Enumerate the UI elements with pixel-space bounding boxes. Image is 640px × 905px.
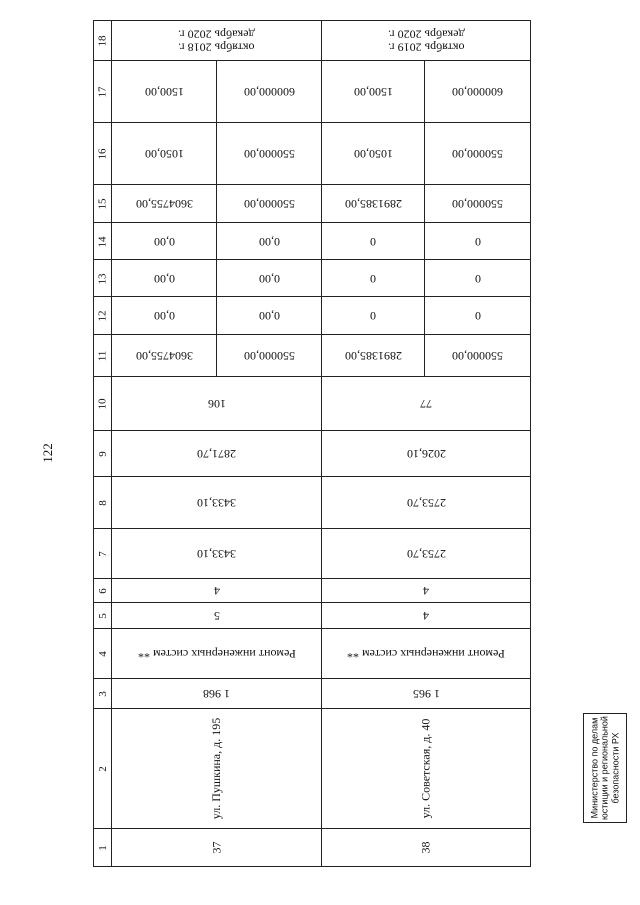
work-type-cell: Ремонт инженерных систем ** <box>322 629 531 679</box>
table-row: 16 1050,00 550000,00 1050,00 550000,00 <box>94 123 531 185</box>
address-cell: ул. Пушкина, д. 195 <box>112 709 322 829</box>
year-cell: 1 968 <box>112 679 322 709</box>
table-row: 13 0,00 0,00 0 0 <box>94 260 531 297</box>
table-row: 11 3604755,00 550000,00 2891385,00 550000,00 <box>94 335 531 377</box>
table-row: 2 ул. Пушкина, д. 195 ул. Советская, д. 40 <box>94 709 531 829</box>
table-row: 12 0,00 0,00 0 0 <box>94 297 531 335</box>
table-row: 14 0,00 0,00 0 0 <box>94 223 531 260</box>
table-row: 6 4 4 <box>94 579 531 603</box>
period-cell: октябрь 2019 г. декабрь 2020 г. <box>322 21 531 61</box>
table-row: 9 2871,70 2026,10 <box>94 431 531 477</box>
table-row: 18 октябрь 2018 г. декабрь 2020 г. октябрь 2019 г. декабрь 2020 г. <box>94 21 531 61</box>
table-row: 17 1500,00 600000,00 1500,00 600000,00 <box>94 61 531 123</box>
table-row: 4 Ремонт инженерных систем ** Ремонт инженерных систем ** <box>94 629 531 679</box>
period-cell: октябрь 2018 г. декабрь 2020 г. <box>112 21 322 61</box>
year-cell: 1 965 <box>322 679 531 709</box>
row-number-cell: 37 <box>112 829 322 867</box>
table-row: 15 3604755,00 550000,00 2891385,00 550000,00 <box>94 185 531 223</box>
row-number-cell: 38 <box>322 829 531 867</box>
address-cell: ул. Советская, д. 40 <box>322 709 531 829</box>
table-row: 10 106 77 <box>94 377 531 431</box>
table-row: 5 5 4 <box>94 603 531 629</box>
page-number: 122 <box>40 443 55 463</box>
ministry-stamp: Министерство по делам юстиции и региональной безопасности РХ <box>583 713 627 823</box>
table-row: 7 3433,10 2753,70 <box>94 529 531 579</box>
repair-table <box>93 20 531 867</box>
table-row: 8 3433,10 2753,70 <box>94 477 531 529</box>
table-row: 1 37 38 <box>94 829 531 867</box>
work-type-cell: Ремонт инженерных систем ** <box>112 629 322 679</box>
table-row: 3 1 968 1 965 <box>94 679 531 709</box>
